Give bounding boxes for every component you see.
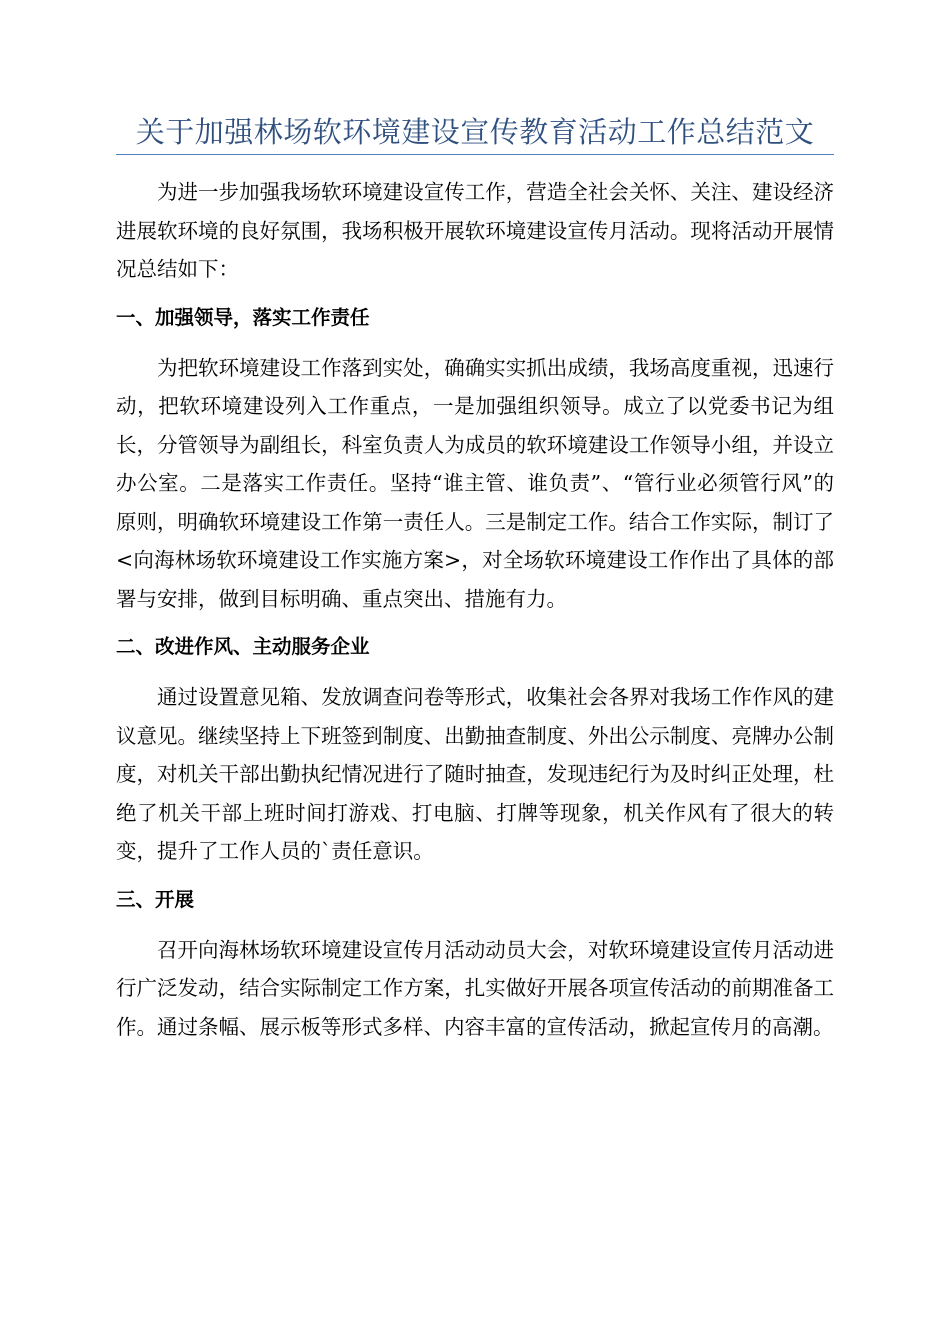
section-body-3: 召开向海林场软环境建设宣传月活动动员大会，对软环境建设宣传月活动进行广泛发动，结合实际制定工作方案，扎实做好开展各项宣传活动的前期准备工作。通过条幅、展示板等形式多样、内容丰富的宣传活动，掀起宣传月的高潮。 [116,937,834,1039]
section-body-1: 为把软环境建设工作落到实处，确确实实抓出成绩，我场高度重视，迅速行动，把软环境建设列入工作重点，一是加强组织领导。成立了以党委书记为组长，分管领导为副组长，科室负责人为成员的软环境建设工作领导小组，并设立办公室。二是落实工作责任。坚持“谁主管、谁负责”、“管行业必须管行风”的原则，明确软环境建设工作第一责任人。三是制定工作。结合工作实际，制订了<向海林场软环境建设工作实施方案>，对全场软环境建设工作作出了具体的部署与安排，做到目标明确、重点突出、措施有力。 [116,355,834,611]
document-body [116,173,834,1046]
section-heading-1: 一、加强领导，落实工作责任 [116,305,370,329]
section-heading-3: 三、开展 [116,887,195,911]
intro-paragraph: 为进一步加强我场软环境建设宣传工作，营造全社会关怀、关注、建设经济进展软环境的良好氛围，我场积极开展软环境建设宣传月活动。现将活动开展情况总结如下： [116,180,834,281]
section-heading-2: 二、改进作风、主动服务企业 [116,635,370,658]
section-body-2: 通过设置意见箱、发放调查问卷等形式，收集社会各界对我场工作作风的建议意见。继续坚持上下班签到制度、出勤抽查制度、外出公示制度、亮牌办公制度，对机关干部出勤执纪情况进行了随时抽查，发现违纪行为及时纠正处理，杜绝了机关干部上班时间打游戏、打电脑、打牌等现象，机关作风有了很大的转变，提升了工作人员的`责任意识。 [116,685,834,863]
document-title: 关于加强林场软环境建设宣传教育活动工作总结范文 [135,115,815,149]
title-underline [116,154,834,155]
